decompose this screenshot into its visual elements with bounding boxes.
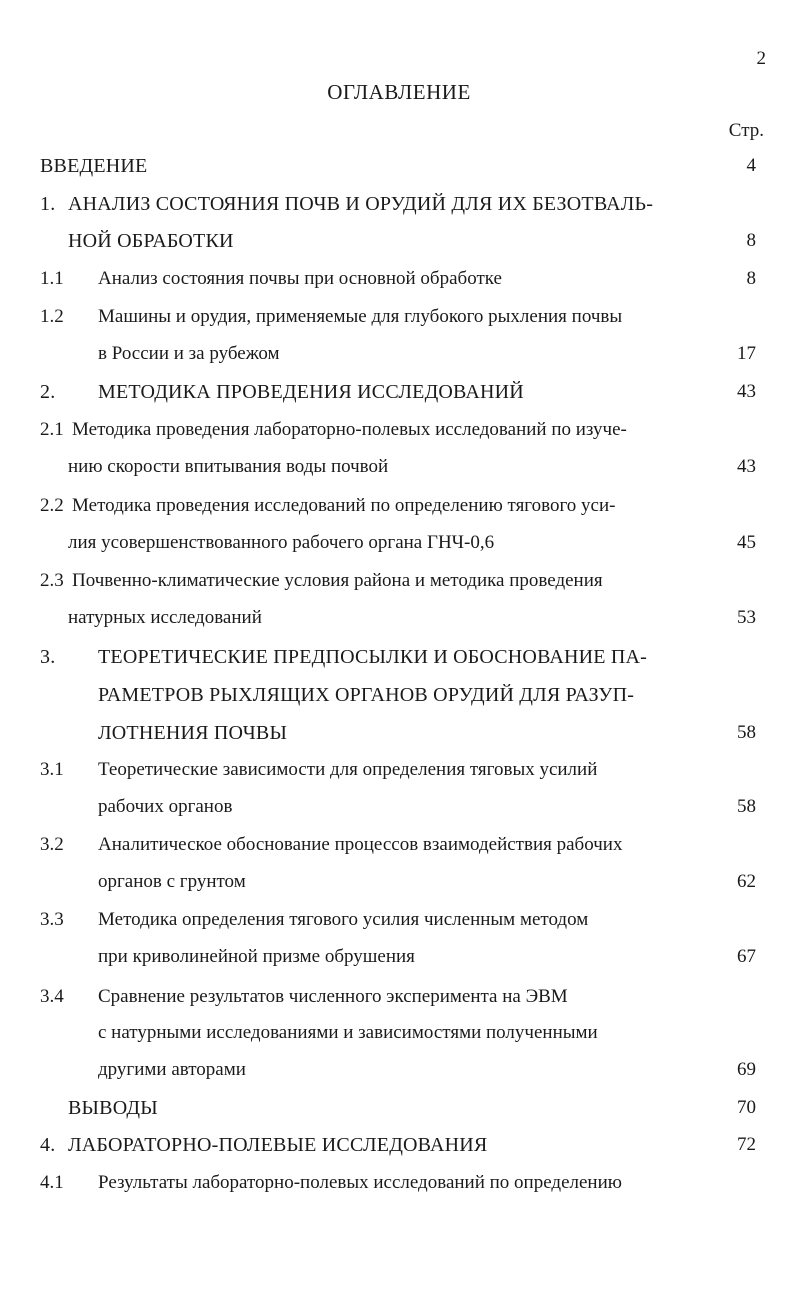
toc-entry-title-line: в России и за рубежом <box>98 343 280 364</box>
toc-entry-title-line: Машины и орудия, применяемые для глубокого рыхления почвы <box>98 306 623 327</box>
toc-entry-title-line: Теоретические зависимости для определения тяговых усилий <box>98 759 598 780</box>
toc-entry-page: 58 <box>737 722 756 743</box>
toc-entry-title-line: лия усовершенствованного рабочего органа ГНЧ-0,6 <box>68 532 495 553</box>
toc-entry-title-line: нию скорости впитывания воды почвой <box>68 456 389 477</box>
toc-entry-page: 4 <box>746 155 756 176</box>
toc-entry-title-line: МЕТОДИКА ПРОВЕДЕНИЯ ИССЛЕДОВАНИЙ <box>98 381 524 403</box>
toc-entry-title-line: другими авторами <box>98 1059 246 1080</box>
toc-entry-title-line: ТЕОРЕТИЧЕСКИЕ ПРЕДПОСЫЛКИ И ОБОСНОВАНИЕ ПА- <box>98 646 648 668</box>
toc-entry-page: 67 <box>737 946 756 967</box>
toc-entry-page: 69 <box>737 1059 756 1080</box>
toc-entry-title-line: ЛОТНЕНИЯ ПОЧВЫ <box>98 722 288 744</box>
toc-entry-number: 1.1 <box>40 268 64 289</box>
toc-entry-title-line: Методика определения тягового усилия численным методом <box>98 909 589 930</box>
toc-entry-title-line: органов с грунтом <box>98 871 246 892</box>
toc-entry-title-line: НОЙ ОБРАБОТКИ <box>68 230 234 252</box>
toc-entry-title-line: Результаты лабораторно-полевых исследований по определению <box>98 1172 622 1193</box>
toc-entry-page: 17 <box>737 343 756 364</box>
toc-entry-number: 3. <box>40 646 56 668</box>
toc-entry-page: 72 <box>737 1134 756 1155</box>
toc-entry-title-line: рабочих органов <box>98 796 233 817</box>
toc-entry-title: ВВЕДЕНИЕ <box>40 155 148 177</box>
page-number: 2 <box>756 48 766 69</box>
toc-entry-title-line: с натурными исследованиями и зависимостями полученными <box>98 1022 598 1043</box>
toc-entry-page: 53 <box>737 607 756 628</box>
toc-entry-number: 2.1 <box>40 419 64 440</box>
toc-entry-title-line: Методика проведения исследований по определению тягового уси- <box>72 495 616 516</box>
toc-entry-title-line: РАМЕТРОВ РЫХЛЯЩИХ ОРГАНОВ ОРУДИЙ ДЛЯ РАЗУП- <box>98 684 635 706</box>
toc-entry-number: 2.3 <box>40 570 64 591</box>
toc-entry-number: 1.2 <box>40 306 64 327</box>
toc-entry-page: 58 <box>737 796 756 817</box>
page-title: ОГЛАВЛЕНИЕ <box>327 80 471 104</box>
toc-entry-title-line: натурных исследований <box>68 607 262 628</box>
toc-entry-page: 45 <box>737 532 756 553</box>
toc-entry-title-line: ЛАБОРАТОРНО-ПОЛЕВЫЕ ИССЛЕДОВАНИЯ <box>68 1134 488 1156</box>
toc-entry-page: 8 <box>746 230 756 251</box>
toc-entry-title-line: Почвенно-климатические условия района и методика проведения <box>72 570 603 591</box>
toc-entry-number: 4.1 <box>40 1172 64 1193</box>
toc-entry-number: 3.3 <box>40 909 64 930</box>
toc-entry-number: 4. <box>40 1134 56 1156</box>
toc-entry-page: 62 <box>737 871 756 892</box>
toc-entry-title-line: Сравнение результатов численного эксперимента на ЭВМ <box>98 986 568 1007</box>
toc-entry-number: 1. <box>40 193 56 215</box>
toc-entry-number: 3.4 <box>40 986 64 1007</box>
toc-entry-title-line: Анализ состояния почвы при основной обработке <box>98 268 502 289</box>
toc-entry-title-line: Аналитическое обоснование процессов взаимодействия рабочих <box>98 834 623 855</box>
toc-entry-page: 70 <box>737 1097 756 1118</box>
toc-entry-number: 3.1 <box>40 759 64 780</box>
toc-entry-number: 3.2 <box>40 834 64 855</box>
toc-entry-title-line: при криволинейной призме обрушения <box>98 946 415 967</box>
page-column-header: Стр. <box>728 120 764 141</box>
toc-entry-number: 2. <box>40 381 56 403</box>
toc-entry-page: 8 <box>746 268 756 289</box>
toc-entry-title-line: ВЫВОДЫ <box>68 1097 158 1119</box>
toc-entry-number: 2.2 <box>40 495 64 516</box>
toc-entry-page: 43 <box>737 381 756 402</box>
toc-entry-title-line: Методика проведения лабораторно-полевых исследований по изуче- <box>72 419 627 440</box>
toc-entry-page: 43 <box>737 456 756 477</box>
toc-entry-title-line: АНАЛИЗ СОСТОЯНИЯ ПОЧВ И ОРУДИЙ ДЛЯ ИХ БЕЗОТВАЛЬ- <box>68 193 654 215</box>
